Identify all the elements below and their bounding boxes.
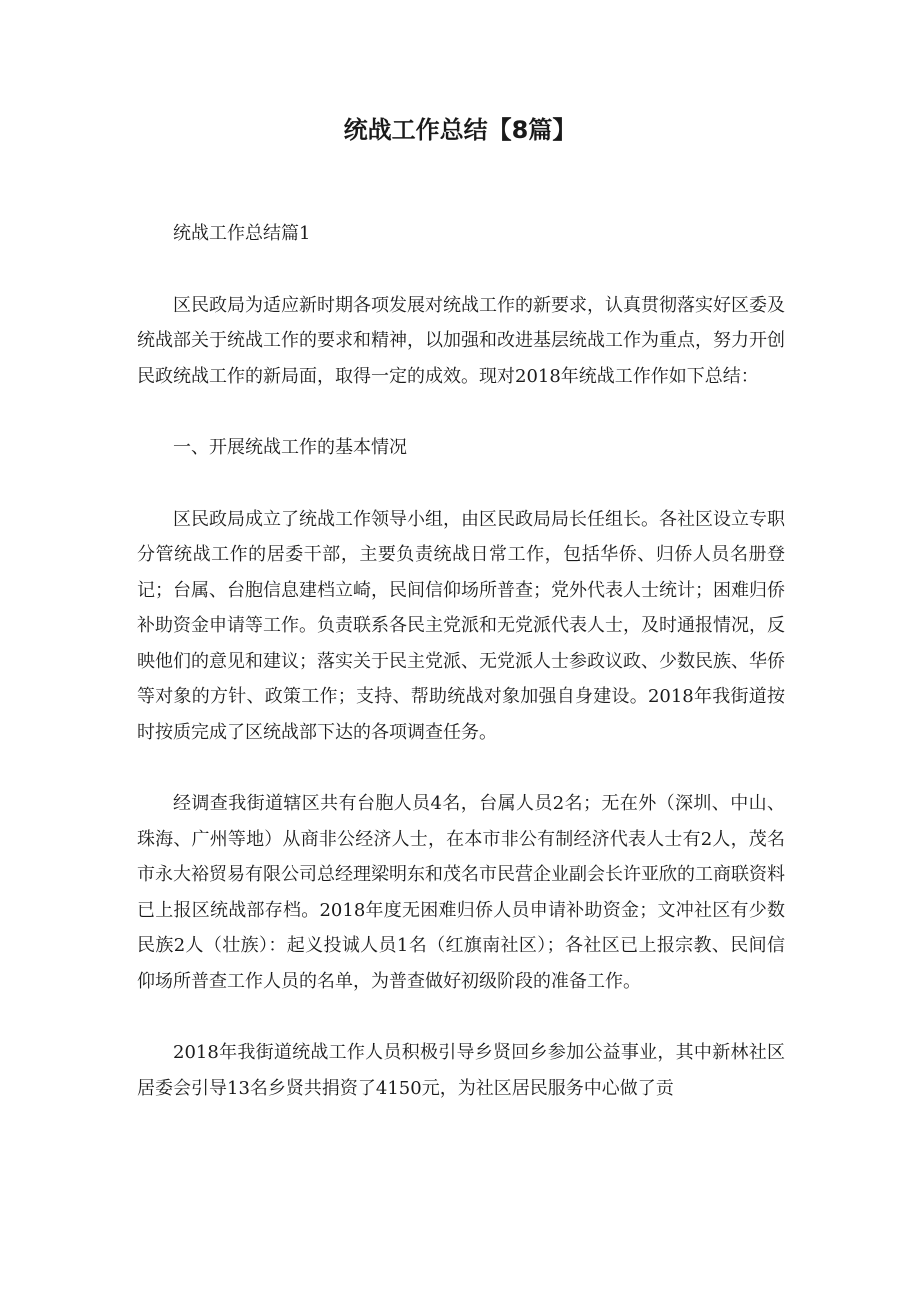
document-title: 统战工作总结【8篇】 (343, 116, 577, 144)
paragraph-organization: 区民政局成立了统战工作领导小组，由区民政局局长任组长。各社区设立专职分管统战工作的居委干部，主要负责统战日常工作，包括华侨、归侨人员名册登记；台属、台胞信息建档立崎，民间信仰场所普查；党外代表人士统计；困难归侨补助资金申请等工作。负责联系各民主党派和无党派代表人士，及时通报情况，反映他们的意见和建议；落实关于民主党派、无党派人士参政议政、少数民族、华侨等对象的方针、政策工作；支持、帮助统战对象加强自身建设。2018年我街道按时按质完成了区统战部下达的各项调查任务。 (137, 508, 785, 743)
document-body (137, 216, 785, 1142)
section-label: 统战工作总结篇1 (173, 223, 311, 244)
section-heading-basic-situation: 一、开展统战工作的基本情况 (173, 437, 407, 458)
paragraph-public-welfare: 2018年我街道统战工作人员积极引导乡贤回乡参加公益事业，其中新林社区居委会引导13名乡贤共捐资了4150元，为社区居民服务中心做了贡 (137, 1042, 785, 1099)
paragraph-survey: 经调查我街道辖区共有台胞人员4名，台属人员2名；无在外（深圳、中山、珠海、广州等地）从商非公经济人士，在本市非公有制经济代表人士有2人，茂名市永大裕贸易有限公司总经理梁明东和茂名市民营企业副会长许亚欣的工商联资料已上报区统战部存档。2018年度无困难归侨人员申请补助资金；文冲社区有少数民族2人（壮族）：起义投诚人员1名（红旗南社区）；各社区已上报宗教、民间信仰场所普查工作人员的名单，为普查做好初级阶段的准备工作。 (137, 793, 785, 992)
intro-paragraph: 区民政局为适应新时期各项发展对统战工作的新要求，认真贯彻落实好区委及统战部关于统战工作的要求和精神，以加强和改进基层统战工作为重点，努力开创民政统战工作的新局面，取得一定的成效。现对2018年统战工作作如下总结： (137, 294, 785, 387)
